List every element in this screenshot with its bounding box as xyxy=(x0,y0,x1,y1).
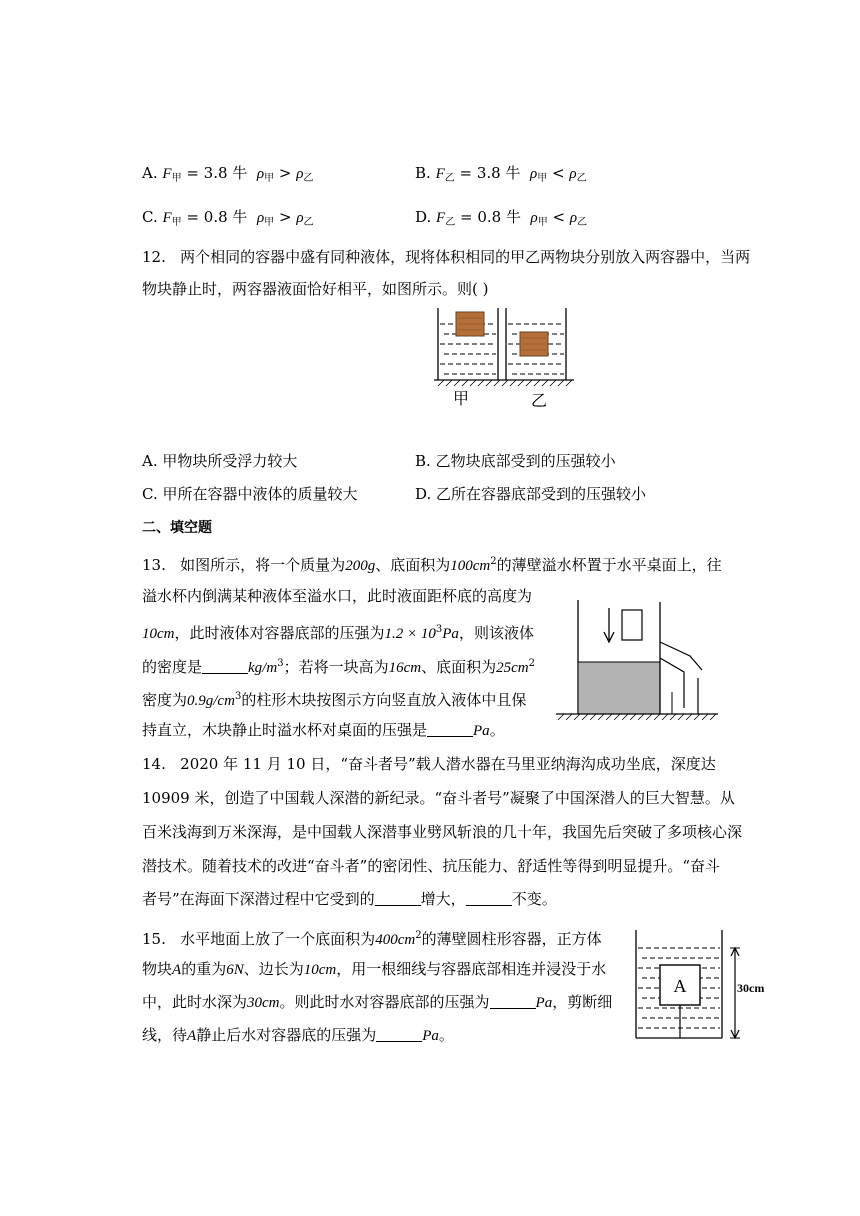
q13-line-2: 溢水杯内倒满某种液体至溢水口，此时液面距杯底的高度为 xyxy=(142,587,533,605)
answer-blank[interactable] xyxy=(466,891,512,906)
q13-figure xyxy=(556,596,722,722)
fig-label-jia: 甲 xyxy=(453,389,470,408)
q13-line-3: 10cm，此时液体对容器底部的压强为$1.2 \times 10^3Pa$，则该液体 xyxy=(142,624,534,642)
q13-line-5: 密度为$0.9g/cm^3$的柱形木块按图示方向竖直放入液体中且保 xyxy=(142,691,527,709)
answer-blank[interactable] xyxy=(376,1027,422,1042)
answer-blank[interactable] xyxy=(375,891,421,906)
q15-line-4: 线，待A静止后水对容器底的压强为 Pa。 xyxy=(142,1026,454,1044)
q15-line-2: 物块A的重为6N、边长为10cm，用一根细线与容器底部相连并浸没于水 xyxy=(142,960,607,978)
answer-blank[interactable] xyxy=(490,994,536,1009)
q15-figure xyxy=(632,928,772,1044)
q14-line-4: 潜技术。随着技术的改进“奋斗者”的密闭性、抗压能力、舒适性等得到明显提升。“奋斗 xyxy=(142,857,721,875)
q12-option-c[interactable]: C. 甲所在容器中液体的质量较大 xyxy=(142,485,358,503)
q14-line-5: 者号”在海面下深潜过程中它受到的 增大， 不变。 xyxy=(142,890,557,908)
q14-line-1: 14. 2020 年 11 月 10 日，“奋斗者号”载人潜水器在马里亚纳海沟成功坐底，深度达 xyxy=(142,755,716,773)
answer-blank[interactable] xyxy=(427,722,473,737)
q14-line-3: 百米浅海到万米深海，是中国载人深潜事业劈风斩浪的几十年，我国先后突破了多项核心深 xyxy=(142,823,743,841)
q15-line-3: 中，此时水深为30cm。则此时水对容器底部的压强为 Pa，剪断细 xyxy=(142,993,613,1011)
block-a-label: A xyxy=(673,976,687,996)
q11-option-d[interactable]: D. $F_乙 = 0.8$ 牛 $\rho_甲 < \rho_乙$ xyxy=(415,208,588,228)
q12-option-d[interactable]: D. 乙所在容器底部受到的压强较小 xyxy=(415,485,647,503)
q12-option-a[interactable]: A. 甲物块所受浮力较大 xyxy=(142,452,298,470)
q11-option-c[interactable]: C. $F_甲 = 0.8$ 牛 $\rho_甲 > \rho_乙$ xyxy=(142,208,314,228)
spout xyxy=(660,642,702,708)
wood-block xyxy=(622,610,642,640)
section-heading: 二、填空题 xyxy=(142,520,212,536)
q11-option-b[interactable]: B. $F_乙 = 3.8$ 牛 $\rho_甲 < \rho_乙$ xyxy=(415,164,587,184)
q13-line-1: 13. 如图所示，将一个质量为200g、底面积为$100cm^2$的薄壁溢水杯置于水平桌面上，往 xyxy=(142,556,722,574)
liquid-fill xyxy=(578,662,660,714)
depth-label: 30cm xyxy=(737,981,765,995)
answer-blank[interactable] xyxy=(202,659,248,674)
q12-line-2: 物块静止时，两容器液面恰好相平，如图所示。则( ) xyxy=(142,280,489,298)
down-arrow-icon xyxy=(604,608,614,642)
q13-line-4: 的密度是 $kg/m^3$；若将一块高为16cm、底面积为$25cm^2$ xyxy=(142,658,535,676)
q12-line-1: 12. 两个相同的容器中盛有同种液体，现将体积相同的甲乙两物块分别放入两容器中，当两 xyxy=(142,248,751,266)
fig-label-yi: 乙 xyxy=(531,391,548,410)
q13-line-6: 持直立，木块静止时溢水杯对桌面的压强是 Pa。 xyxy=(142,721,505,739)
container-left xyxy=(438,308,498,380)
q12-option-b[interactable]: B. 乙物块底部受到的压强较小 xyxy=(415,452,616,470)
container-right xyxy=(506,308,566,380)
q11-option-a[interactable]: A. $F_甲 = 3.8$ 牛 $\rho_甲 > \rho_乙$ xyxy=(142,164,314,184)
q14-line-2: 10909 米，创造了中国载人深潜的新纪录。“奋斗者号”凝聚了中国深潜人的巨大智慧。从 xyxy=(142,789,735,807)
q15-line-1: 15. 水平地面上放了一个底面积为$400cm^2$的薄壁圆柱形容器，正方体 xyxy=(142,930,602,948)
